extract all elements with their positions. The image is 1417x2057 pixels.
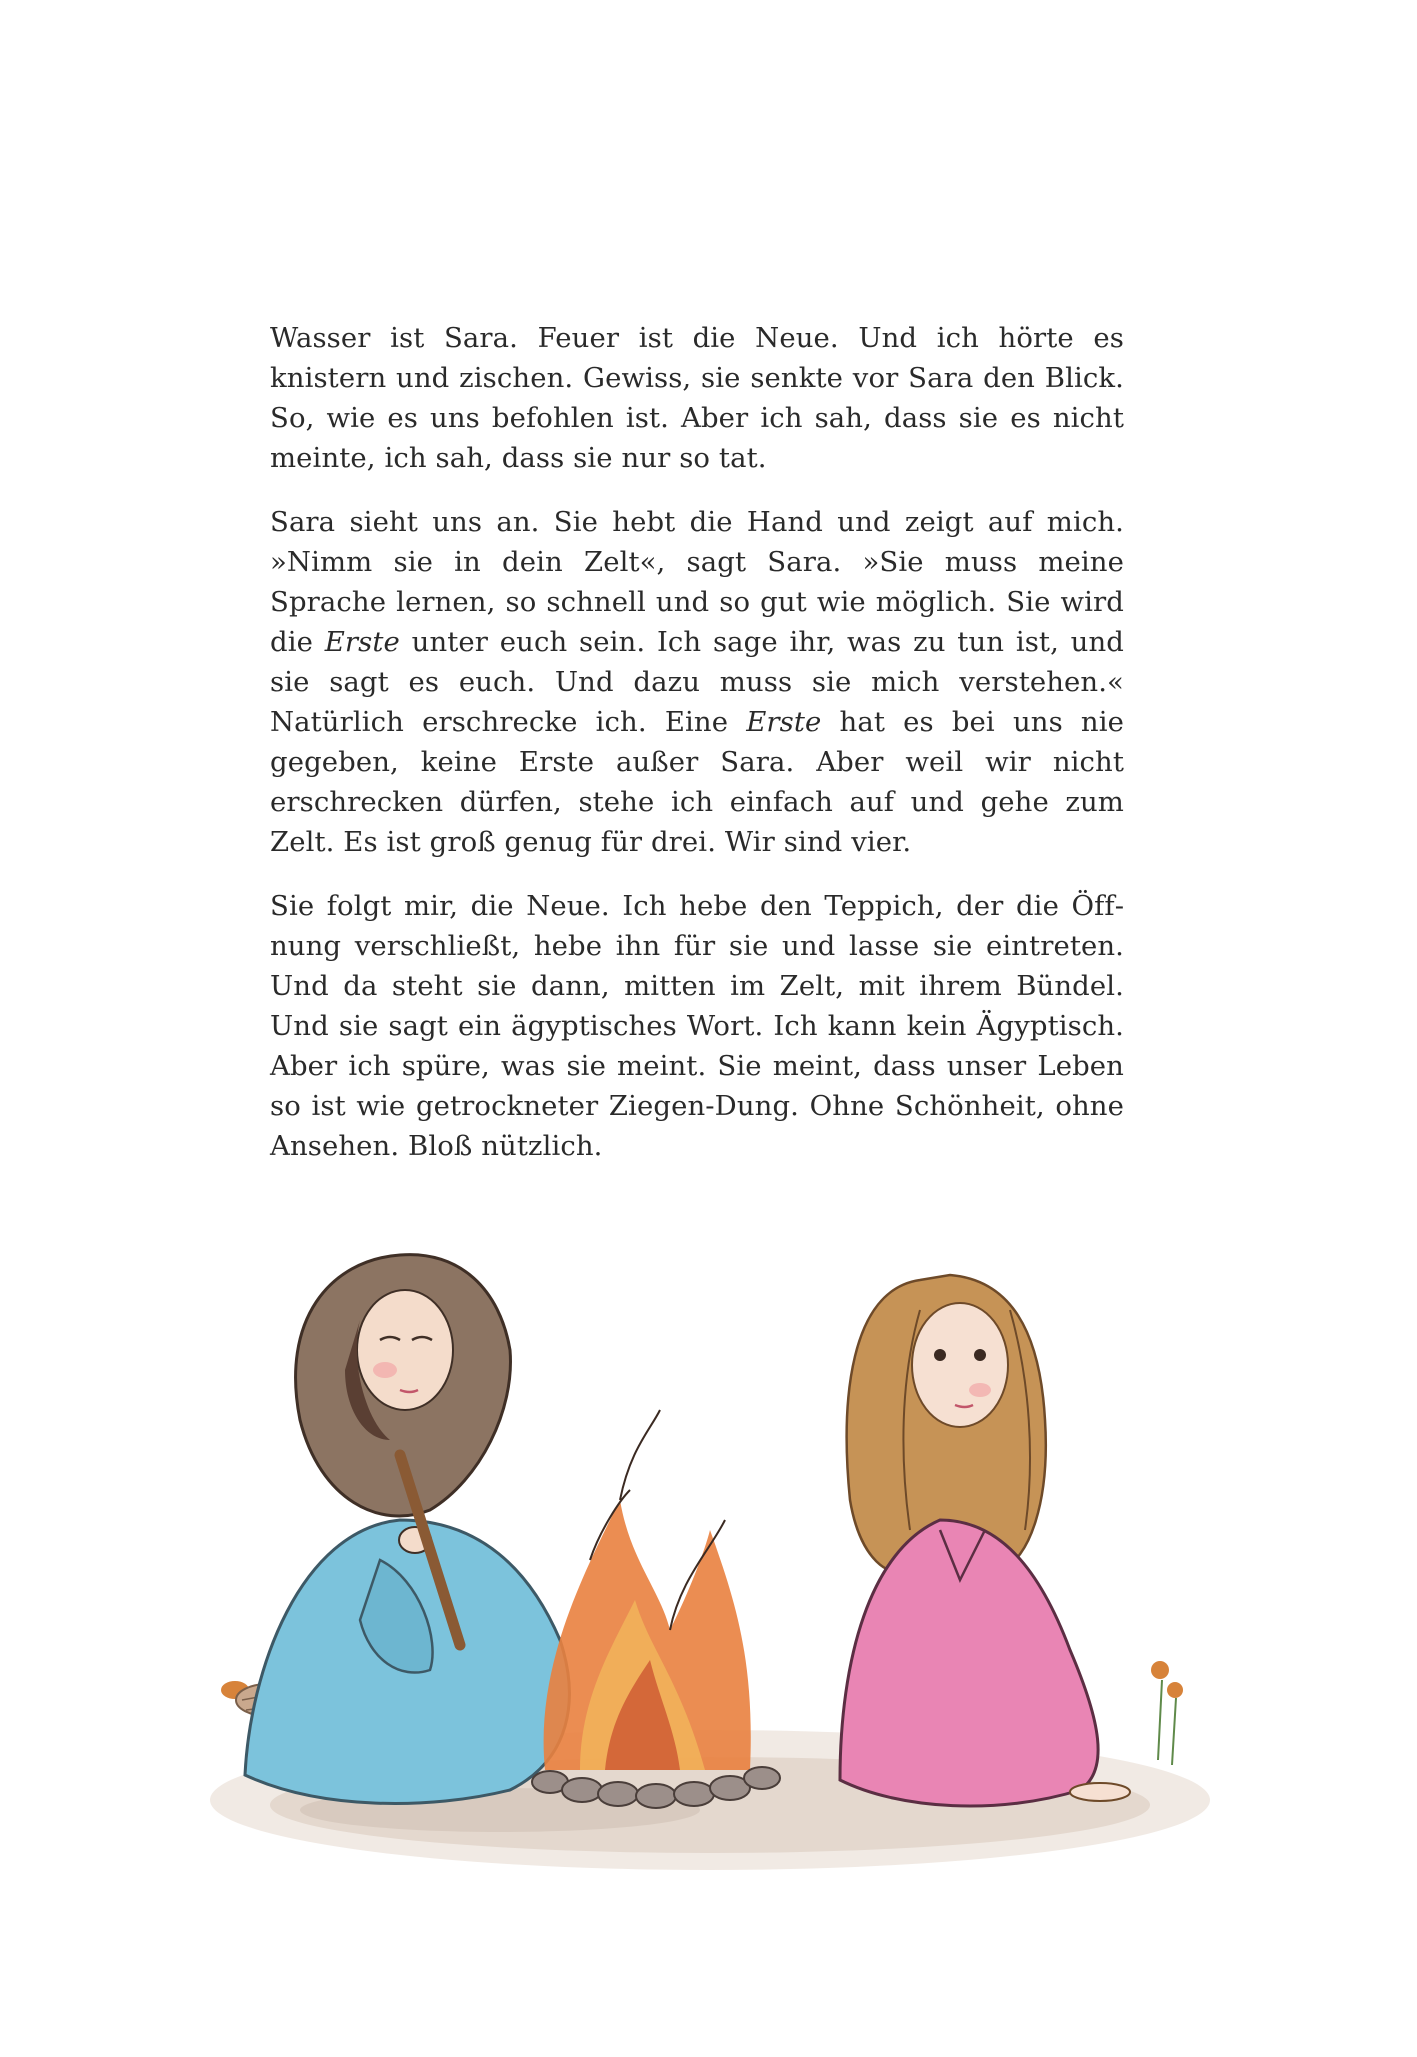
flower-icon — [1151, 1661, 1183, 1765]
paragraph — [270, 502, 1124, 862]
campfire — [532, 1410, 780, 1808]
text-segment: hat es bei uns nie gegeben, keine Erste außer Sara. Aber weil wir nicht erschrecken dürfen, stehe ich einfach auf und gehe zum Zelt. Es ist groß genug für drei. Wir sind vier. — [270, 706, 1124, 858]
text-segment-italic: Erste — [746, 706, 822, 738]
campfire-illustration — [150, 1200, 1260, 1940]
paragraph — [270, 886, 1124, 1166]
text-segment: Sara sieht uns an. Sie hebt die Hand und zeigt auf mich. »Nimm sie in dein Zelt«, sagt Sara. »Sie muss meine Sprache lernen, so schnell und so gut wie möglich. Sie wird die — [270, 506, 1124, 658]
text-segment: unter euch sein. Ich sage ihr, was zu tun ist, und sie sagt es euch. Und dazu muss sie mich verstehen.« Natürlich erschrecke ich. Eine — [270, 626, 1124, 738]
text-segment: Sie folgt mir, die Neue. Ich hebe den Teppich, der die Öffnung verschließt, hebe ihn für sie und lasse sie eintreten. Und da steht sie dann, mitten im Zelt, mit ihrem Bündel. Und sie sagt ein ägyptisches Wort. Ich kann kein Ägyptisch. Aber ich spüre, was sie meint. Sie meint, dass unser Leben so ist wie getrockneter Ziegen-Dung. Ohne Schönheit, ohne Ansehen. Bloß nützlich. — [270, 890, 1124, 1162]
text-segment: Wasser ist Sara. Feuer ist die Neue. Und ich hörte es knistern und zischen. Gewiss, sie senkte vor Sara den Blick. So, wie es uns befohlen ist. Aber ich sah, dass sie es nicht meinte, ich sah, dass sie nur so tat. — [270, 322, 1124, 474]
girl-blue-robe — [245, 1255, 569, 1804]
paragraph — [270, 318, 1124, 478]
text-segment-italic: Erste — [324, 626, 400, 658]
story-text — [270, 318, 1124, 1190]
girl-pink-robe — [840, 1275, 1130, 1806]
